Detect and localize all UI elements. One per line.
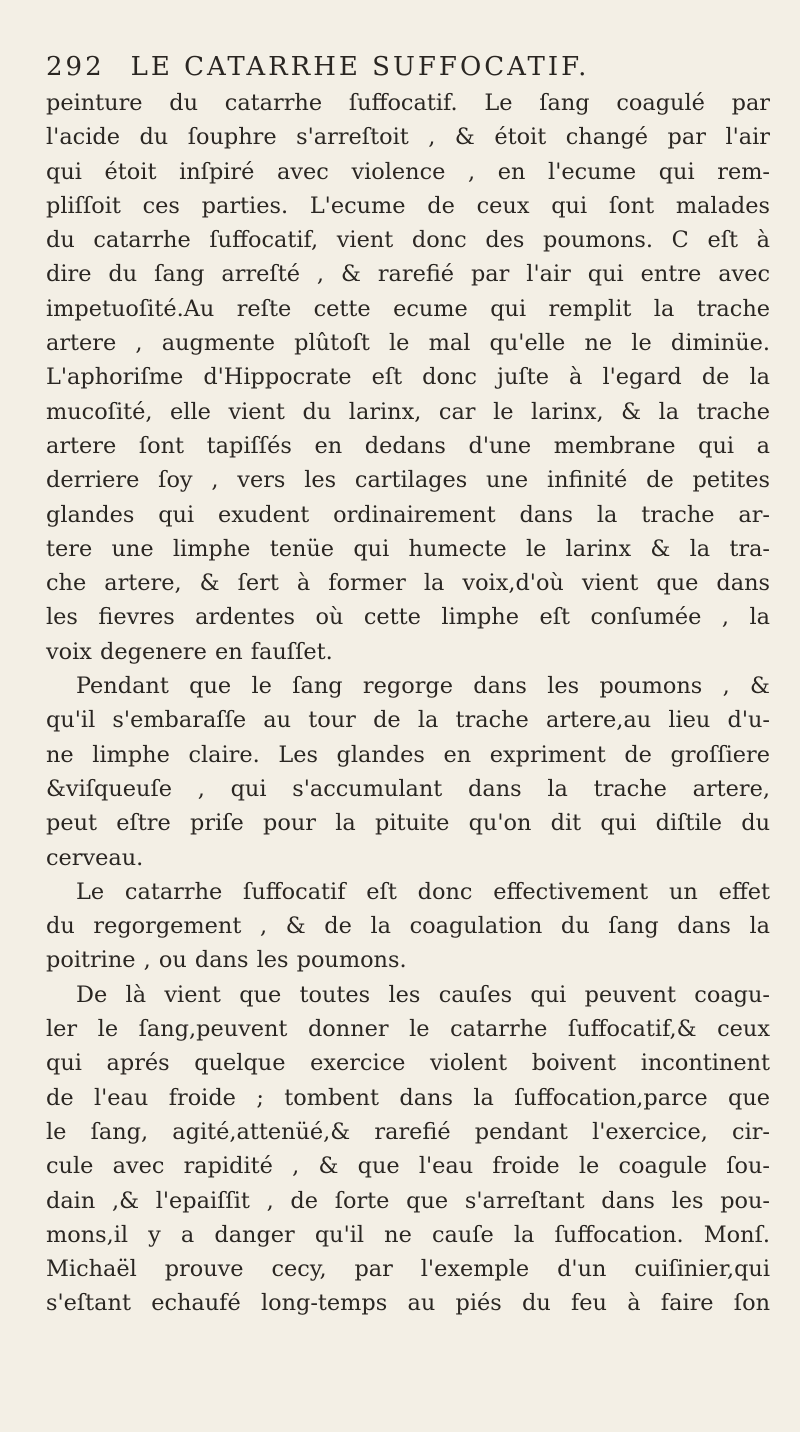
text-line: dain ,& l'epaiſſit , de ſorte que s'arreſtant dans les pou- <box>46 1187 770 1214</box>
text-line: mons,il y a danger qu'il ne cauſe la ſuffocation. Monſ. <box>46 1221 770 1248</box>
text-line: De là vient que toutes les cauſes qui peuvent coagu- <box>76 981 770 1008</box>
text-line: s'eſtant echaufé long-temps au piés du feu à faire ſon <box>46 1290 770 1317</box>
body-text <box>46 86 770 1321</box>
text-line: mucoſité, elle vient du larinx, car le larinx, & la trache <box>46 398 770 425</box>
text-line: ler le ſang,peuvent donner le catarrhe ſuffocatif,& ceux <box>46 1016 770 1043</box>
text-line: les fievres ardentes où cette limphe eſt conſumée , la <box>46 604 770 631</box>
text-line: peinture du catarrhe ſuffocatif. Le ſang coagulé par <box>46 90 770 116</box>
text-line: dire du ſang arreſté , & rarefié par l'air qui entre avec <box>46 261 770 288</box>
text-line: Le catarrhe ſuffocatif eſt donc effectivement un effet <box>76 878 770 905</box>
text-line: artere , augmente plûtoſt le mal qu'elle ne le diminüe. <box>46 330 770 357</box>
text-line: voix degenere en fauſſet. <box>46 638 333 665</box>
text-line: cule avec rapidité , & que l'eau froide le coagule ſou- <box>46 1153 770 1180</box>
text-line: Michaël prouve cecy, par l'exemple d'un cuiſinier,qui <box>46 1256 770 1283</box>
text-line: ne limphe claire. Les glandes en expriment de groſſiere <box>46 741 770 768</box>
text-line: qui étoit inſpiré avec violence , en l'ecume qui rem- <box>46 158 770 185</box>
text-line: che artere, & ſert à former la voix,d'où vient que dans <box>46 570 770 597</box>
text-line: qui aprés quelque exercice violent boivent incontinent <box>46 1050 770 1077</box>
text-line: impetuoſité.Au reſte cette ecume qui remplit la trache <box>46 295 770 322</box>
text-line: peut eſtre priſe pour la pituite qu'on dit qui diſtile du <box>46 810 770 837</box>
text-line: Pendant que le ſang regorge dans les poumons , & <box>76 673 770 700</box>
running-head <box>46 52 770 86</box>
text-line: derriere ſoy , vers les cartilages une infinité de petites <box>46 467 770 494</box>
text-line: &viſqueuſe , qui s'accumulant dans la trache artere, <box>46 775 770 802</box>
text-line: du catarrhe ſuffocatif, vient donc des poumons. C eſt à <box>46 227 770 254</box>
running-title: LE CATARRHE SUFFOCATIF. <box>130 52 590 82</box>
text-line: glandes qui exudent ordinairement dans la trache ar- <box>46 501 770 528</box>
text-line: tere une limphe tenüe qui humecte le larinx & la tra- <box>46 535 770 562</box>
text-line: L'aphoriſme d'Hippocrate eſt donc juſte à l'egard de la <box>46 364 770 391</box>
text-line: pliſſoit ces parties. L'ecume de ceux qui ſont malades <box>46 192 770 219</box>
text-line: de l'eau froide ; tombent dans la ſuffocation,parce que <box>46 1084 770 1111</box>
text-line: l'acide du ſouphre s'arreſtoit , & étoit changé par l'air <box>46 124 770 151</box>
text-line: poitrine , ou dans les poumons. <box>46 947 407 974</box>
page-number: 292 <box>46 52 105 82</box>
text-line: artere ſont tapiſſés en dedans d'une membrane qui a <box>46 432 770 459</box>
text-line: qu'il s'embaraſſe au tour de la trache artere,au lieu d'u- <box>46 707 770 734</box>
text-line: du regorgement , & de la coagulation du ſang dans la <box>46 913 770 940</box>
text-line: cerveau. <box>46 844 144 871</box>
text-line: le ſang, agité,attenüé,& rarefié pendant l'exercice, cir- <box>46 1118 770 1145</box>
